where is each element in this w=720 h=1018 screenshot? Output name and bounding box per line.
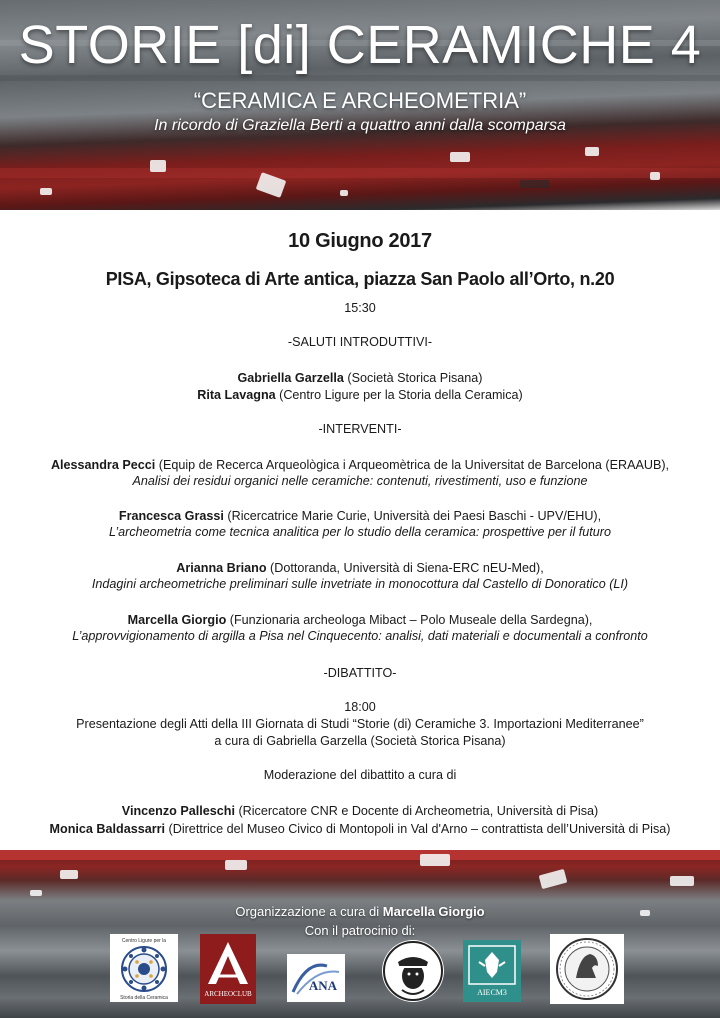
texture-fleck [450,152,470,162]
event-venue: PISA, Gipsoteca di Arte antica, piazza San Paolo all’Orto, n.20 [105,269,615,289]
speaker-line [0,457,720,473]
logo-caption: AIECM3 [477,988,507,997]
speaker-line [0,821,720,837]
texture-fleck [60,870,78,879]
texture-fleck [670,876,694,886]
logo-caption: Centro Ligure per la [121,938,167,944]
talk-title-text: L’approvvigionamento di argilla a Pisa nel Cinquecento: analisi, dati materiali e documentali a confronto [72,629,648,643]
memorial-line: In ricordo di Graziella Berti a quattro anni dalla scomparsa [154,117,566,134]
speaker-affiliation: (Funzionaria archeologa Mibact – Polo Museale della Sardegna), [226,613,593,627]
evening-time: 18:00 [344,700,376,714]
header-banner [0,0,720,210]
medallion-icon [550,934,624,1004]
texture-fleck [539,869,568,889]
speaker-affiliation: (Dottoranda, Università di Siena-ERC nEU-Med), [266,561,544,575]
speaker-name: Monica Baldassarri [49,822,166,836]
texture-stripe [0,168,720,178]
patronage-line: Con il patrocinio di: [304,923,416,938]
talk-title [0,524,720,540]
ana-icon [287,954,345,1002]
section-heading-saluti: -SALUTI INTRODUTTIVI- [287,335,433,349]
speaker-line [0,612,720,628]
texture-fleck [585,147,599,156]
speaker-name: Gabriella Garzella [237,371,344,385]
texture-fleck [40,188,52,195]
organization-prefix: Organizzazione a cura di [235,904,383,919]
speaker-line [0,508,720,524]
speaker-name: Marcella Giorgio [127,613,227,627]
organization-line [0,904,720,919]
talk-title-text: Analisi dei residui organici nelle ceramiche: contenuti, rivestimenti, uso e funzione [132,474,588,488]
logo-caption: ANA [308,978,338,993]
speaker-affiliation: (Centro Ligure per la Storia della Ceramica) [275,388,523,402]
texture-fleck [340,190,348,196]
texture-fleck [520,180,550,188]
ceramic-plate-icon [110,934,178,1002]
program-body [0,210,720,850]
start-time: 15:30 [344,301,376,315]
speaker-affiliation: (Ricercatore CNR e Docente di Archeometria, Università di Pisa) [234,804,599,818]
section-heading-interventi: -INTERVENTI- [318,422,402,436]
speaker-line [0,370,720,386]
speaker-name: Arianna Briano [176,561,267,575]
poster-subtitle: “CERAMICA E ARCHEOMETRIA” [193,88,527,113]
texture-stripe [0,850,720,860]
archeoclub-icon [200,934,256,1004]
speaker-name: Vincenzo Palleschi [121,804,235,818]
texture-fleck [420,854,450,866]
speaker-affiliation: (Direttrice del Museo Civico di Montopoli in Val d'Arno – contrattista dell’Università di Pisa) [165,822,671,836]
footer-banner [0,850,720,1018]
speaker-line [0,560,720,576]
speaker-line [0,387,720,403]
organizer-name: Marcella Giorgio [382,904,485,919]
presentation-line: Presentazione degli Atti della III Giornata di Studi “Storie (di) Ceramiche 3. Importazioni Mediterranee” [76,717,644,731]
presentation-line: a cura di Gabriella Garzella (Società Storica Pisana) [214,734,506,748]
event-date: 10 Giugno 2017 [288,230,432,252]
moderation-line: Moderazione del dibattito a cura di [263,768,457,782]
texture-fleck [225,860,247,870]
texture-fleck [150,160,166,172]
texture-fleck [650,172,660,180]
talk-title [0,576,720,592]
aiecm3-icon [463,940,521,1002]
texture-fleck [30,890,42,896]
logo-caption: Storia della Ceramica [120,995,168,1001]
speaker-affiliation: (Equip de Recerca Arqueològica i Arqueomètrica de la Universitat de Barcelona (ERAAUB), [155,458,670,472]
talk-title-text: L’archeometria come tecnica analitica per lo studio della ceramica: prospettive per il futuro [109,525,611,539]
talk-title [0,628,720,644]
talk-title [0,473,720,489]
section-heading-dibattito: -DIBATTITO- [323,666,397,680]
speaker-affiliation: (Ricercatrice Marie Curie, Università dei Paesi Baschi - UPV/EHU), [223,509,602,523]
talk-title-text: Indagini archeometriche preliminari sulle invetriate in monocottura dal Castello di Donoratico (LI) [91,577,629,591]
speaker-name: Rita Lavagna [197,388,276,402]
speaker-name: Alessandra Pecci [50,458,156,472]
moor-head-icon [382,940,444,1002]
logo-caption: ARCHEOCLUB [204,990,252,998]
poster-title: STORIE [di] CERAMICHE 4 [18,15,702,75]
speaker-name: Francesca Grassi [118,509,224,523]
speaker-affiliation: (Società Storica Pisana) [343,371,483,385]
speaker-line [0,803,720,819]
